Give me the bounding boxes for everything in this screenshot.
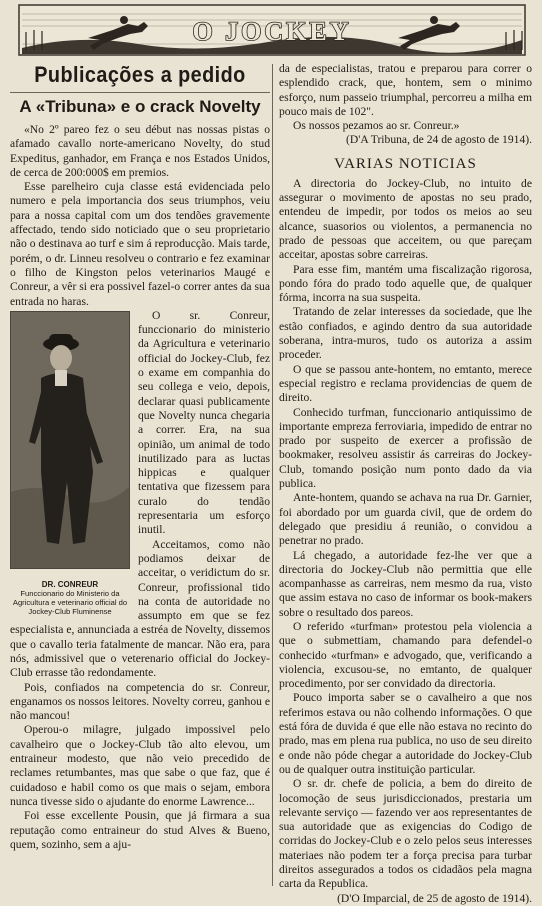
caption-text: Funccionario do Ministerio da Agricultura e veterinario official do Jockey-Club Fluminense (12, 588, 128, 616)
masthead-banner (18, 4, 526, 56)
source-citation: (D'A Tribuna, de 24 de agosto de 1914). (346, 133, 532, 147)
paragraph: Tratando de zelar interesses da sociedade, que lhe estão confiados, e agindo dentro da sua autoridade soberana, intra-muros, tudo os autoriza a assim proceder. (279, 305, 532, 362)
paragraph: O sr. dr. chefe de policia, a bem do direito de locomoção de seus jurisdiccionados, prestaria um relevante serviço — fazendo ver aos representantes de sua autoridade que as exigencias do Codigo de corridas do Jockey-Club e o zelo pelos seus interesses materiaes não podem ter a força precisa para turbar direitos assegurados a todos os cidadãos pela magna carta da Republica. (279, 777, 532, 891)
portrait-figure (10, 311, 130, 616)
paragraph: da de especialistas, tratou e preparou para correr o esplendido crack, que, hontem, sem o minimo esforço, num passeio triumphal, percorreu a milha em pouco mais de 102". (279, 62, 532, 118)
paragraph: A directoria do Jockey-Club, no intuito de assegurar o movimento de apostas no seu prado, entendeu de impedir, por todos os meios ao seu alcance, suasorios ou violentos, a permanencia no prado de pessoas que acceitem, ou que pareçam acceitar, apostas sobre carreiras. (279, 176, 532, 262)
photo-caption (10, 580, 130, 616)
column-rule (272, 64, 273, 886)
paragraph: Acceitamos, como não podiamos deixar de acceitar, o veridictum do sr. Conreur, profissional tido na conta de autoridade no assumpto em que se fez especialista e, annunciada a estréa de Novelty, dissemos que o cavallo teria fatalmente de mancar. Não era, para nós, admissivel que o veterenario official do Jockey-Club errasse tão redondamente. (10, 537, 270, 680)
section-heading: VARIAS NOTICIAS (334, 155, 477, 172)
paragraph: Ante-hontem, quando se achava na rua Dr. Garnier, foi abordado por um guarda civil, que de ordem do delegado que presidiu á reunião, o convidou a penetrar no prado. (279, 491, 532, 548)
paragraph: O referido «turfman» protestou pela violencia a que o submettiam, chamando para defendel-o conhecido «turfman» e advogado, que, verificando a violencia, excusou-se, no emtanto, de qualquer procedimento, por ser convidado da directoria. (279, 619, 532, 691)
paragraph: O que se passou ante-hontem, no emtanto, merece especial registro e reclama providencias de quem de direito. (279, 362, 532, 405)
masthead-title: O JOCKEY (192, 17, 352, 46)
paragraph: Lá chegado, a autoridade fez-lhe ver que a directoria do Jockey-Club não permittia que elle acompanhasse as carreiras, nem mesmo da rua, visto que assim estava no caso de informar os book-makers sobre o resultado dos pareos. (279, 548, 532, 619)
paragraph: «No 2º pareo fez o seu début nas nossas pistas o afamado cavallo norte-americano Novelty, do stud Expeditus, ganhador, em França e nos Estados Unidos, de cerca de 200:000$ em premios. (10, 123, 270, 179)
paragraph: Conhecido turfman, funccionario antiquissimo de importante empreza ferroviaria, impedido de entrar no prado por suspeito de exercer a profissão de bookmaker, resolveu assistir ás carreiras do Jockey-Club, tomando posição num ponto dado da via publica. (279, 405, 532, 491)
source-citation: (D'O Imparcial, de 25 de agosto de 1914). (337, 891, 532, 905)
section-title: Publicações a pedido (34, 62, 246, 87)
right-column (279, 62, 532, 905)
paragraph: Pois, confiados na competencia do sr. Conreur, enganamos os nossos leitores. Novelty correu, ganhou e não mancou! (10, 680, 270, 723)
paragraph: O sr. Conreur, funccionario do ministerio da Agricultura e veterinario official do Jockey-Club, fez o exame em companhia do seu collega e veio, depois, declarar quasi publicamente que Novelty nunca chegaria a correr. Era, na sua opinião, um animal de todo inutilizado para as luctas hippicas e qualquer tentativa que fizessem para curalo do tendão representaria um esforço inutil. (138, 308, 270, 537)
portrait-photo (10, 311, 130, 569)
paragraph: Foi esse excellente Pousin, que já firmara a sua reputação como entraineur do stud Alves & Bueno, quem, sozinho, sem a aju- (10, 809, 270, 851)
article-title: A «Tribuna» e o crack Novelty (19, 97, 261, 116)
paragraph: Pouco importa saber se o cavalheiro a que nos referimos estava ou não colhendo informações. O que está fóra de duvida é que elle não estava no recinto do prado, mas em plena rua publica, no uso de seu direito e onde não póde chegar a autoridade do Jockey-Club ou de qualquer outra instituição particular. (279, 691, 532, 776)
paragraph: Operou-o milagre, julgado impossivel pelo cavalheiro que o Jockey-Club tão alto elevou, um entraineur modesto, que não veio precedido de reclames retumbantes, mas que sabe o que faz, que é cuidadoso e habil como os que mais o sejam, embora nunca tivesse sido o ajudante do enorme Lawrence... (10, 723, 270, 808)
left-column (10, 62, 270, 888)
caption-name: DR. CONREUR (41, 579, 99, 589)
title-divider (10, 92, 270, 93)
paragraph: Para esse fim, mantém uma fiscalização rigorosa, pondo fóra do prado todo aquelle que, de qualquer fórma, incorra na sua suspeita. (279, 262, 532, 305)
paragraph: Os nossos pezamos ao sr. Conreur.» (293, 119, 460, 133)
paragraph: Esse parelheiro cuja classe está evidenciada pelo numero e pela importancia dos seus triumphos, veiu para a nossa capital com um dos tendões gravemente affectado, tendo sido noticiado que o seu proprietario não o destinava ao turf e sim á reproducção. Mais tarde, porém, o dr. Linneu resolveu o contrario e fez examinar o filho de Kingston pelos veterinarios Maugé e Conreur, a vêr si era possivel fazel-o correr antes da sua entrada no haras. (10, 180, 270, 308)
